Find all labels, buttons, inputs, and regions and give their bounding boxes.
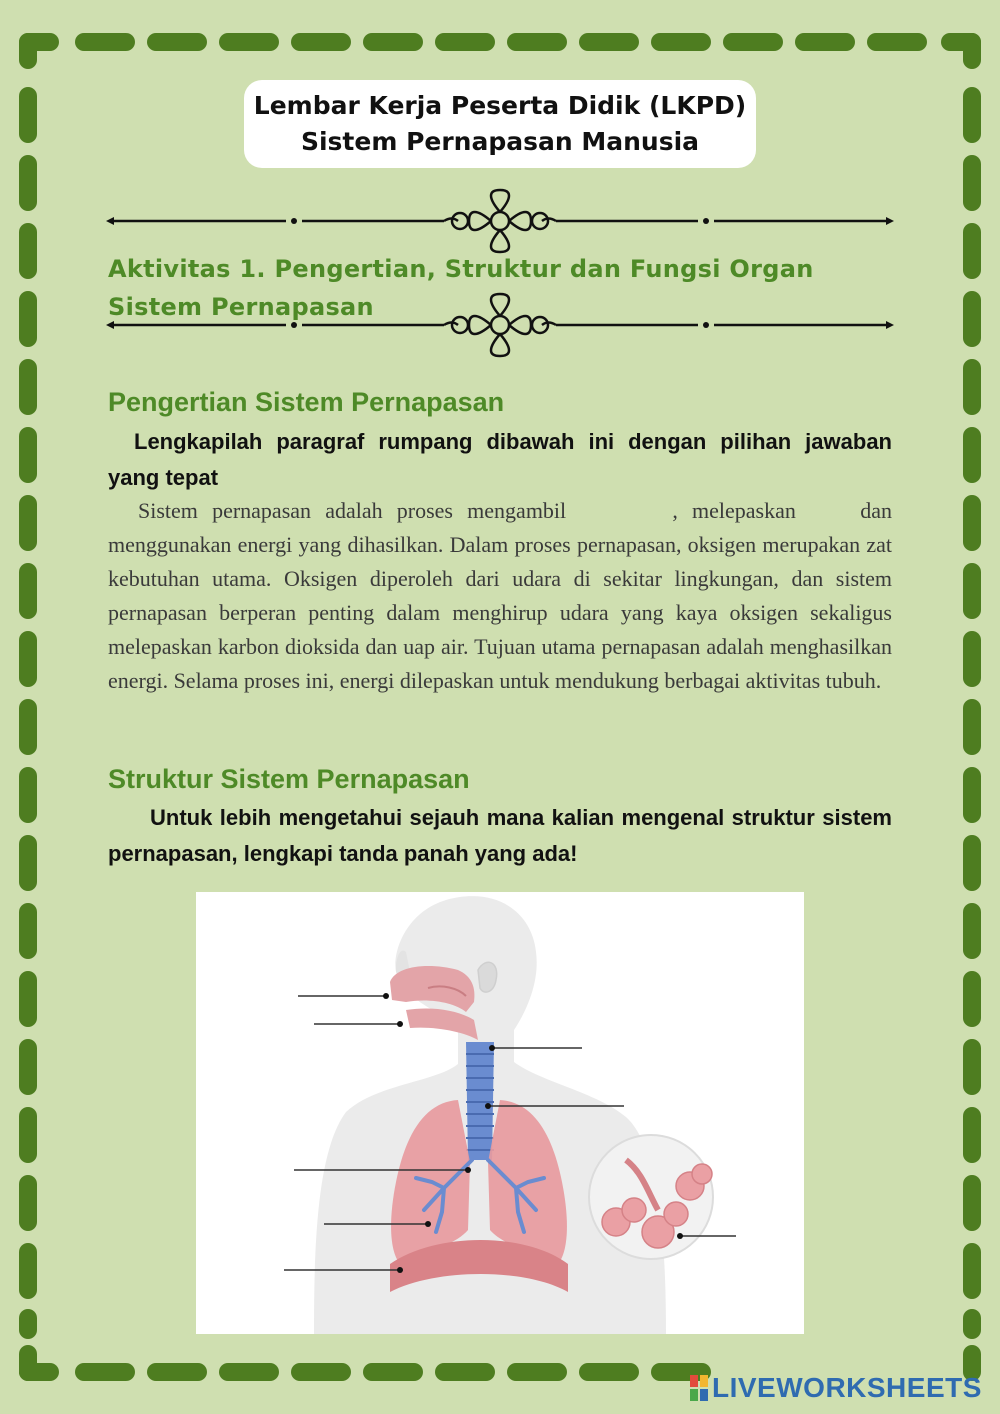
answer-blank-1[interactable] bbox=[580, 517, 672, 518]
fill-blank-paragraph bbox=[108, 494, 892, 698]
instruction-fill-blank: Lengkapilah paragraf rumpang dibawah ini dengan pilihan jawaban yang tepat bbox=[108, 429, 892, 490]
ornament-divider-bottom bbox=[106, 292, 894, 358]
liveworksheets-badge-icon bbox=[690, 1375, 708, 1401]
title-line-2: Sistem Pernapasan Manusia bbox=[300, 127, 700, 156]
paragraph-part-1: Sistem pernapasan adalah proses mengambil bbox=[138, 498, 567, 523]
liveworksheets-brand-text: LIVEWORKSHEETS bbox=[712, 1372, 982, 1403]
activity-title: Aktivitas 1. Pengertian, Struktur dan Fungsi Organ Sistem Pernapasan bbox=[108, 255, 814, 321]
ornament-divider-top bbox=[106, 188, 894, 254]
paragraph-part-3: dan menggunakan energi yang dihasilkan. Dalam proses pernapasan, oksigen merupakan zat kebutuhan utama. Oksigen diperoleh dari udara di sekitar lingkungan, dan sistem pernapasan berperan penting dalam menghirup udara yang kaya oksigen sekaligus melepaskan karbon dioksida dan uap air. Tujuan utama pernapasan adalah menghasilkan energi. Selama proses ini, energi dilepaskan untuk mendukung berbagai aktivitas tubuh. bbox=[108, 498, 893, 693]
title-box bbox=[244, 80, 756, 168]
respiratory-illustration bbox=[196, 892, 804, 1334]
instruction-label-arrows: Untuk lebih mengetahui sejauh mana kalian mengenal struktur sistem pernapasan, lengkapi tanda panah yang ada! bbox=[108, 805, 892, 866]
respiratory-system-diagram bbox=[196, 892, 804, 1334]
paragraph-part-2: , melepaskan bbox=[672, 498, 796, 523]
section-heading-struktur: Struktur Sistem Pernapasan bbox=[108, 764, 470, 794]
title-line-1: Lembar Kerja Peserta Didik (LKPD) bbox=[253, 91, 747, 120]
liveworksheets-logo bbox=[690, 1372, 982, 1404]
section-heading-pengertian: Pengertian Sistem Pernapasan bbox=[108, 387, 505, 417]
